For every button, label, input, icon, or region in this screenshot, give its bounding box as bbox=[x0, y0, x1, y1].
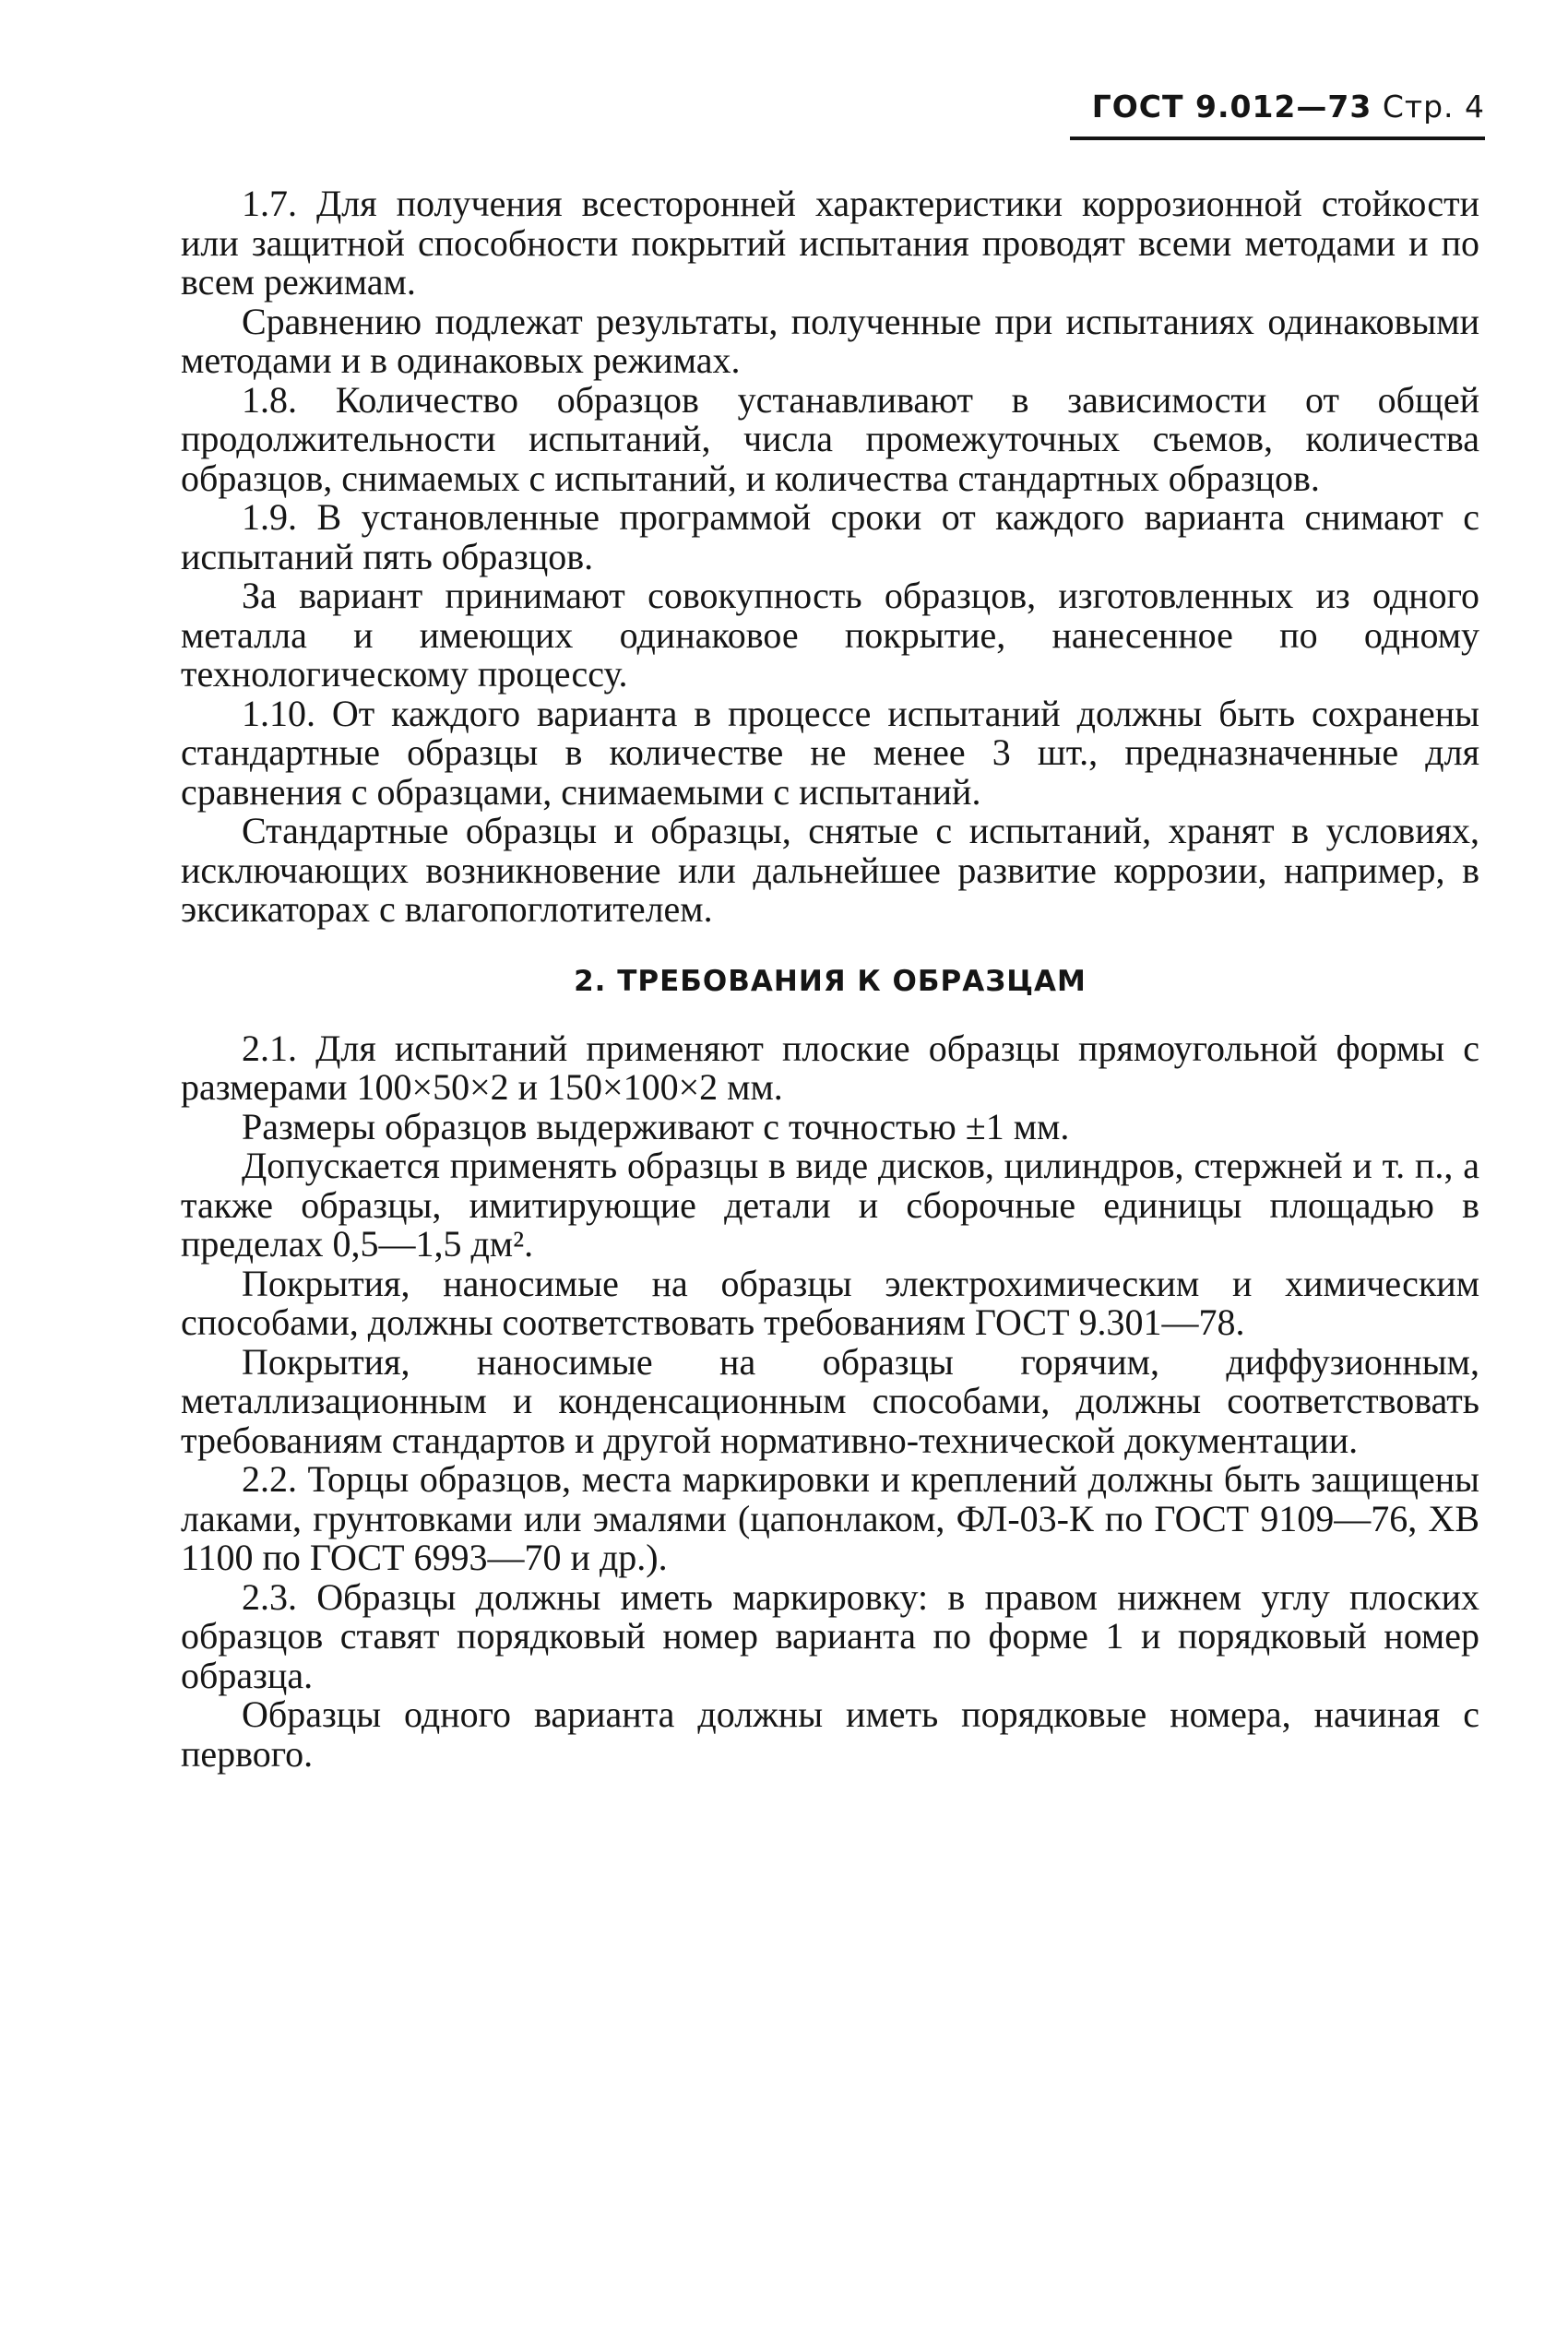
page-number: Стр. 4 bbox=[1382, 89, 1485, 125]
paragraph-2-1: 2.1. Для испытаний применяют плоские образцы прямоугольной формы с размерами 100×50×2 и 150×100×2 мм. bbox=[181, 1027, 1479, 1108]
standard-code: ГОСТ 9.012—73 bbox=[1091, 89, 1372, 125]
paragraph-2-3: 2.3. Образцы должны иметь маркировку: в правом нижнем углу плоских образцов ставят порядковый номер варианта по форме 1 и порядковый номер образца. bbox=[181, 1575, 1479, 1696]
paragraph-1-7: 1.7. Для получения всесторонней характеристики коррозионной стойкости или защитной способности покрытий испытания проводят всеми методами и по всем режимам. bbox=[181, 183, 1479, 303]
paragraph-2-3-numbering: Образцы одного варианта должны иметь порядковые номера, начиная с первого. bbox=[181, 1693, 1479, 1775]
document-body bbox=[181, 184, 1479, 1774]
paragraph-1-9: 1.9. В установленные программой сроки от каждого варианта снимают с испытаний пять образцов. bbox=[181, 496, 1479, 577]
section-heading: 2. ТРЕБОВАНИЯ К ОБРАЗЦАМ bbox=[574, 964, 1087, 998]
paragraph-1-9-variant: За вариант принимают совокупность образцов, изготовленных из одного металла и имеющих одинаковое покрытие, нанесенное по одному технологическому процессу. bbox=[181, 575, 1479, 695]
paragraph-2-1-alternative-shapes: Допускается применять образцы в виде дисков, цилиндров, стержней и т. п., а также образцы, имитирующие детали и сборочные единицы площадью в пределах 0,5—1,5 дм². bbox=[181, 1145, 1479, 1265]
header-rule bbox=[1070, 137, 1485, 140]
header-text bbox=[1092, 89, 1485, 125]
paragraph-1-7-comparison: Сравнению подлежат результаты, полученные при испытаниях одинаковыми методами и в одинаковых режимах. bbox=[181, 300, 1479, 381]
paragraph-2-1-hot-diffusion: Покрытия, наносимые на образцы горячим, диффузионным, металлизационным и конденсационным способами, должны соответствовать требованиям стандартов и другой нормативно-технической документации. bbox=[181, 1340, 1479, 1461]
paragraph-2-2: 2.2. Торцы образцов, места маркировки и креплений должны быть защищены лаками, грунтовками или эмалями (цапонлаком, ФЛ-03-К по ГОСТ 9109—76, ХВ 1100 по ГОСТ 6993—70 и др.). bbox=[181, 1458, 1479, 1578]
paragraph-1-10-storage: Стандартные образцы и образцы, снятые с испытаний, хранят в условиях, исключающих возникновение или дальнейшее развитие коррозии, например, в эксикаторах с влагопоглотителем. bbox=[181, 810, 1479, 930]
paragraph-1-10: 1.10. От каждого варианта в процессе испытаний должны быть сохранены стандартные образцы в количестве не менее 3 шт., предназначенные для сравнения с образцами, снимаемыми с испытаний. bbox=[181, 692, 1479, 813]
paragraph-2-1-tolerance: Размеры образцов выдерживают с точностью ±1 мм. bbox=[242, 1105, 1070, 1147]
paragraph-1-8: 1.8. Количество образцов устанавливают в зависимости от общей продолжительности испытаний, числа промежуточных съемов, количества образцов, снимаемых с испытаний, и количества стандартных образцов. bbox=[181, 378, 1479, 499]
page-header bbox=[1070, 89, 1485, 144]
paragraph-2-1-electrochemical: Покрытия, наносимые на образцы электрохимическим и химическим способами, должны соответствовать требованиям ГОСТ 9.301—78. bbox=[181, 1262, 1479, 1343]
